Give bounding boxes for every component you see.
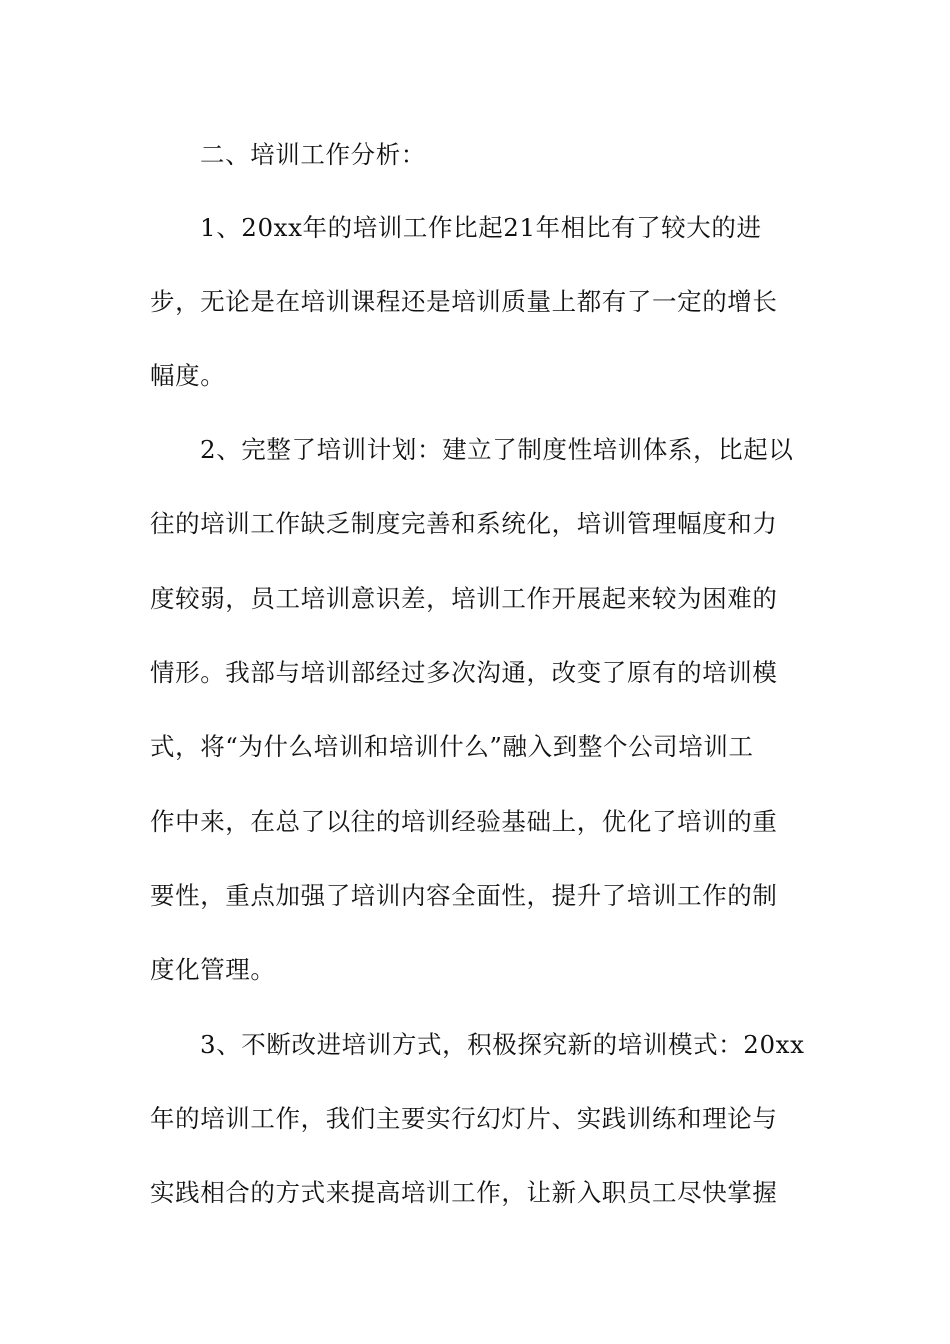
paragraph-3-line-3: 实践相合的方式来提高培训工作，让新入职员工尽快掌握 [150,1178,778,1207]
paragraph-1-line-1: 1、20xx年的培训工作比起21年相比有了较大的进 [200,213,762,242]
paragraph-2-line-4: 情形。我部与培训部经过多次沟通，改变了原有的培训模 [150,658,778,687]
paragraph-2-line-8: 度化管理。 [150,955,276,984]
paragraph-2-line-3: 度较弱，员工培训意识差，培训工作开展起来较为困难的 [150,584,778,613]
paragraph-2-line-1: 2、完整了培训计划：建立了制度性培训体系，比起以 [200,435,794,464]
paragraph-1-line-2: 步，无论是在培训课程还是培训质量上都有了一定的增长 [150,287,778,316]
paragraph-3-line-2: 年的培训工作，我们主要实行幻灯片、实践训练和理论与 [150,1104,778,1133]
paragraph-2-line-7: 要性，重点加强了培训内容全面性，提升了培训工作的制 [150,881,778,910]
paragraph-2-line-5: 式，将“为什么培训和培训什么”融入到整个公司培训工 [150,732,754,761]
paragraph-3-line-1: 3、不断改进培训方式，积极探究新的培训模式：20xx [200,1030,805,1059]
section-heading: 二、培训工作分析： [200,140,426,169]
paragraph-2-line-2: 往的培训工作缺乏制度完善和系统化，培训管理幅度和力 [150,509,778,538]
paragraph-1-line-3: 幅度。 [150,361,226,390]
paragraph-2-line-6: 作中来，在总了以往的培训经验基础上，优化了培训的重 [150,807,778,836]
